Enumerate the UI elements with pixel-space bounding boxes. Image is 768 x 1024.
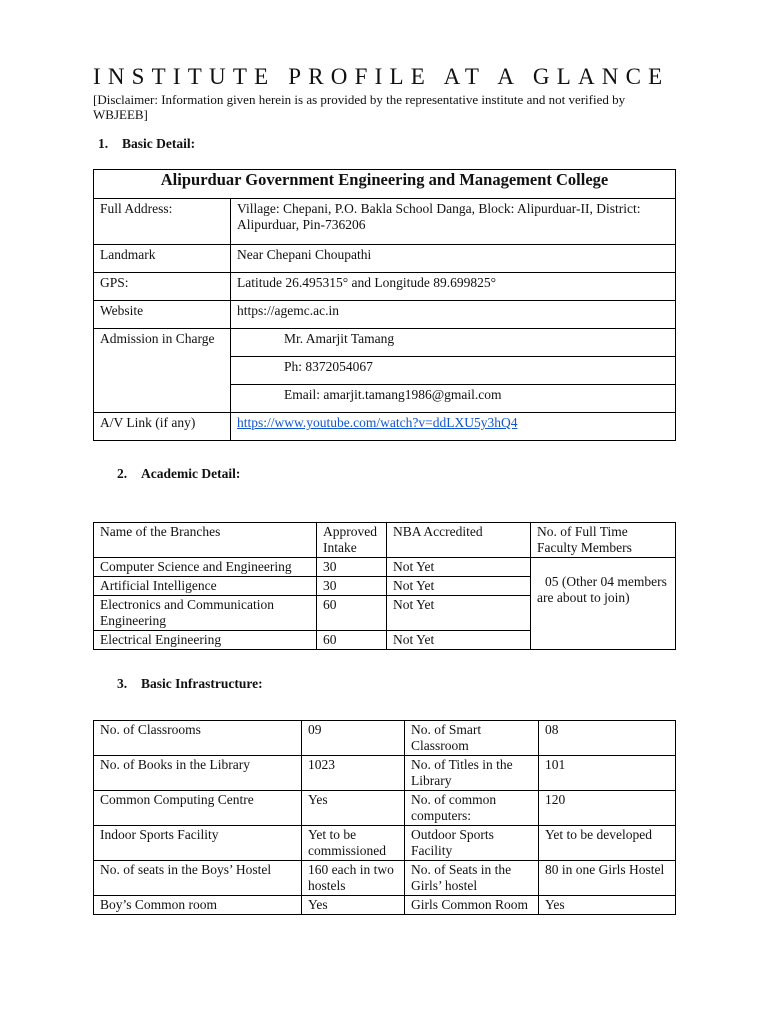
admission-email: Email: amarjit.tamang1986@gmail.com [231,385,676,413]
infra-label: No. of Books in the Library [94,756,302,791]
branch-name: Artificial Intelligence [94,577,317,596]
infra-label: Boy’s Common room [94,896,302,915]
infra-value: 160 each in two hostels [302,861,405,896]
infra-value: 09 [302,721,405,756]
landmark-value: Near Chepani Choupathi [231,245,676,273]
col-header-faculty: No. of Full Time Faculty Members [531,523,676,558]
address-value: Village: Chepani, P.O. Bakla School Danga, Block: Alipurduar-II, District: Alipurduar, Pin-736206 [231,199,676,245]
gps-label: GPS: [94,273,231,301]
section-label: Basic Infrastructure: [141,676,263,691]
section-number: 1. [98,136,109,151]
section-number: 2. [117,466,128,481]
website-value: https://agemc.ac.in [231,301,676,329]
faculty-count [531,558,676,650]
av-link[interactable]: https://www.youtube.com/watch?v=ddLXU5y3hQ4 [237,415,518,430]
table-row [94,826,676,861]
document-title: INSTITUTE PROFILE AT A GLANCE [93,64,670,89]
branch-intake: 60 [317,631,387,650]
admission-phone: Ph: 8372054067 [231,357,676,385]
infra-value: Yet to be developed [539,826,676,861]
basic-detail-table [93,169,676,441]
admission-label: Admission in Charge [94,329,231,413]
faculty-count-text: 05 (Other 04 members are about to join) [537,574,667,605]
branch-nba: Not Yet [387,558,531,577]
branch-intake: 30 [317,577,387,596]
infra-label: No. of Smart Classroom [405,721,539,756]
branch-name: Computer Science and Engineering [94,558,317,577]
col-header-branches: Name of the Branches [94,523,317,558]
infra-label: Outdoor Sports Facility [405,826,539,861]
landmark-label: Landmark [94,245,231,273]
branch-intake: 60 [317,596,387,631]
admission-name: Mr. Amarjit Tamang [231,329,676,357]
infra-value: 1023 [302,756,405,791]
gps-value: Latitude 26.495315° and Longitude 89.699825° [231,273,676,301]
infra-value: 101 [539,756,676,791]
table-row [94,756,676,791]
infra-value: 120 [539,791,676,826]
infra-value: Yet to be commissioned [302,826,405,861]
college-name: Alipurduar Government Engineering and Management College [94,170,676,199]
table-row [94,558,676,577]
infrastructure-table [93,720,676,915]
infra-value: Yes [302,791,405,826]
branch-name: Electrical Engineering [94,631,317,650]
av-link-label: A/V Link (if any) [94,413,231,441]
section-label: Academic Detail: [141,466,241,481]
infra-value: 08 [539,721,676,756]
infra-label: No. of Seats in the Girls’ hostel [405,861,539,896]
section-heading-academic [117,466,240,482]
infra-label: No. of common computers: [405,791,539,826]
infra-value: Yes [539,896,676,915]
infra-label: No. of Titles in the Library [405,756,539,791]
section-label: Basic Detail: [122,136,196,151]
section-heading-basic [98,136,195,152]
table-row [94,791,676,826]
table-row [94,861,676,896]
infra-label: Indoor Sports Facility [94,826,302,861]
infra-label: Girls Common Room [405,896,539,915]
academic-detail-table [93,522,676,650]
col-header-intake: Approved Intake [317,523,387,558]
infra-label: No. of seats in the Boys’ Hostel [94,861,302,896]
disclaimer: [Disclaimer: Information given herein is as provided by the representative institute and not verified by WBJEEB] [93,92,626,122]
col-header-nba: NBA Accredited [387,523,531,558]
section-number: 3. [117,676,128,691]
section-heading-infrastructure [117,676,263,692]
branch-nba: Not Yet [387,631,531,650]
table-row [94,721,676,756]
branch-nba: Not Yet [387,596,531,631]
infra-value: Yes [302,896,405,915]
branch-nba: Not Yet [387,577,531,596]
branch-intake: 30 [317,558,387,577]
infra-label: No. of Classrooms [94,721,302,756]
address-label: Full Address: [94,199,231,245]
infra-value: 80 in one Girls Hostel [539,861,676,896]
table-row [94,896,676,915]
website-label: Website [94,301,231,329]
branch-name: Electronics and Communication Engineering [94,596,317,631]
infra-label: Common Computing Centre [94,791,302,826]
